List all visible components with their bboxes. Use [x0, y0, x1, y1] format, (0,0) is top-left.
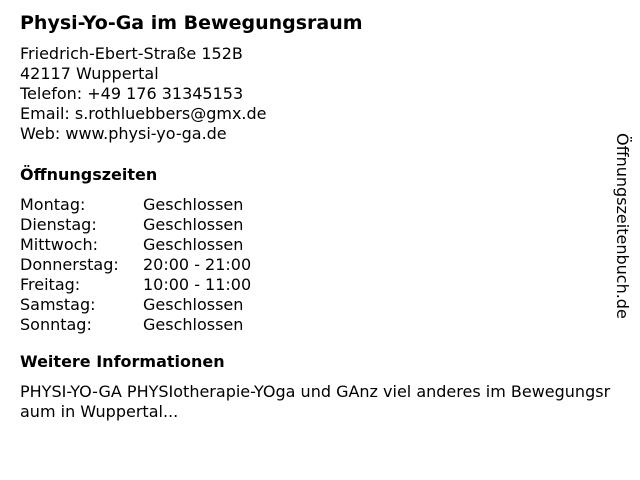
- hours-row-monday: [20, 195, 615, 215]
- city-address: 42117 Wuppertal: [20, 64, 159, 83]
- hours-value: Geschlossen: [143, 315, 244, 334]
- day-label: Mittwoch:: [20, 235, 98, 254]
- hours-row-tuesday: [20, 215, 615, 235]
- day-label: Donnerstag:: [20, 255, 119, 274]
- hours-row-friday: [20, 275, 615, 295]
- hours-value: Geschlossen: [143, 295, 244, 314]
- hours-value: 20:00 - 21:00: [143, 255, 252, 274]
- hours-row-sunday: [20, 315, 615, 335]
- watermark-text: Öffnungszeitenbuch.de: [613, 133, 632, 319]
- business-card: [20, 10, 615, 422]
- hours-value: Geschlossen: [143, 195, 244, 214]
- day-label: Samstag:: [20, 295, 96, 314]
- phone-number: Telefon: +49 176 31345153: [20, 84, 244, 103]
- day-label: Montag:: [20, 195, 86, 214]
- email-address: Email: s.rothluebbers@gmx.de: [20, 104, 267, 123]
- page-title: Physi-Yo-Ga im Bewegungsraum: [20, 12, 363, 34]
- opening-hours-table: [20, 195, 615, 335]
- hours-row-thursday: [20, 255, 615, 275]
- hours-value: Geschlossen: [143, 235, 244, 254]
- hours-value: 10:00 - 11:00: [143, 275, 252, 294]
- hours-value: Geschlossen: [143, 215, 244, 234]
- day-label: Freitag:: [20, 275, 81, 294]
- website: Web: www.physi-yo-ga.de: [20, 124, 227, 143]
- day-label: Dienstag:: [20, 215, 97, 234]
- opening-hours-heading: Öffnungszeiten: [20, 165, 158, 184]
- street-address: Friedrich-Ebert-Straße 152B: [20, 44, 243, 63]
- more-info-text: PHYSI-YO-GA PHYSIotherapie-YOga und GAnz viel anderes im Bewegungsraum in Wuppertal...: [20, 382, 611, 421]
- hours-row-wednesday: [20, 235, 615, 255]
- hours-row-saturday: [20, 295, 615, 315]
- more-info-heading: Weitere Informationen: [20, 352, 225, 371]
- day-label: Sonntag:: [20, 315, 92, 334]
- address-block: [20, 44, 615, 144]
